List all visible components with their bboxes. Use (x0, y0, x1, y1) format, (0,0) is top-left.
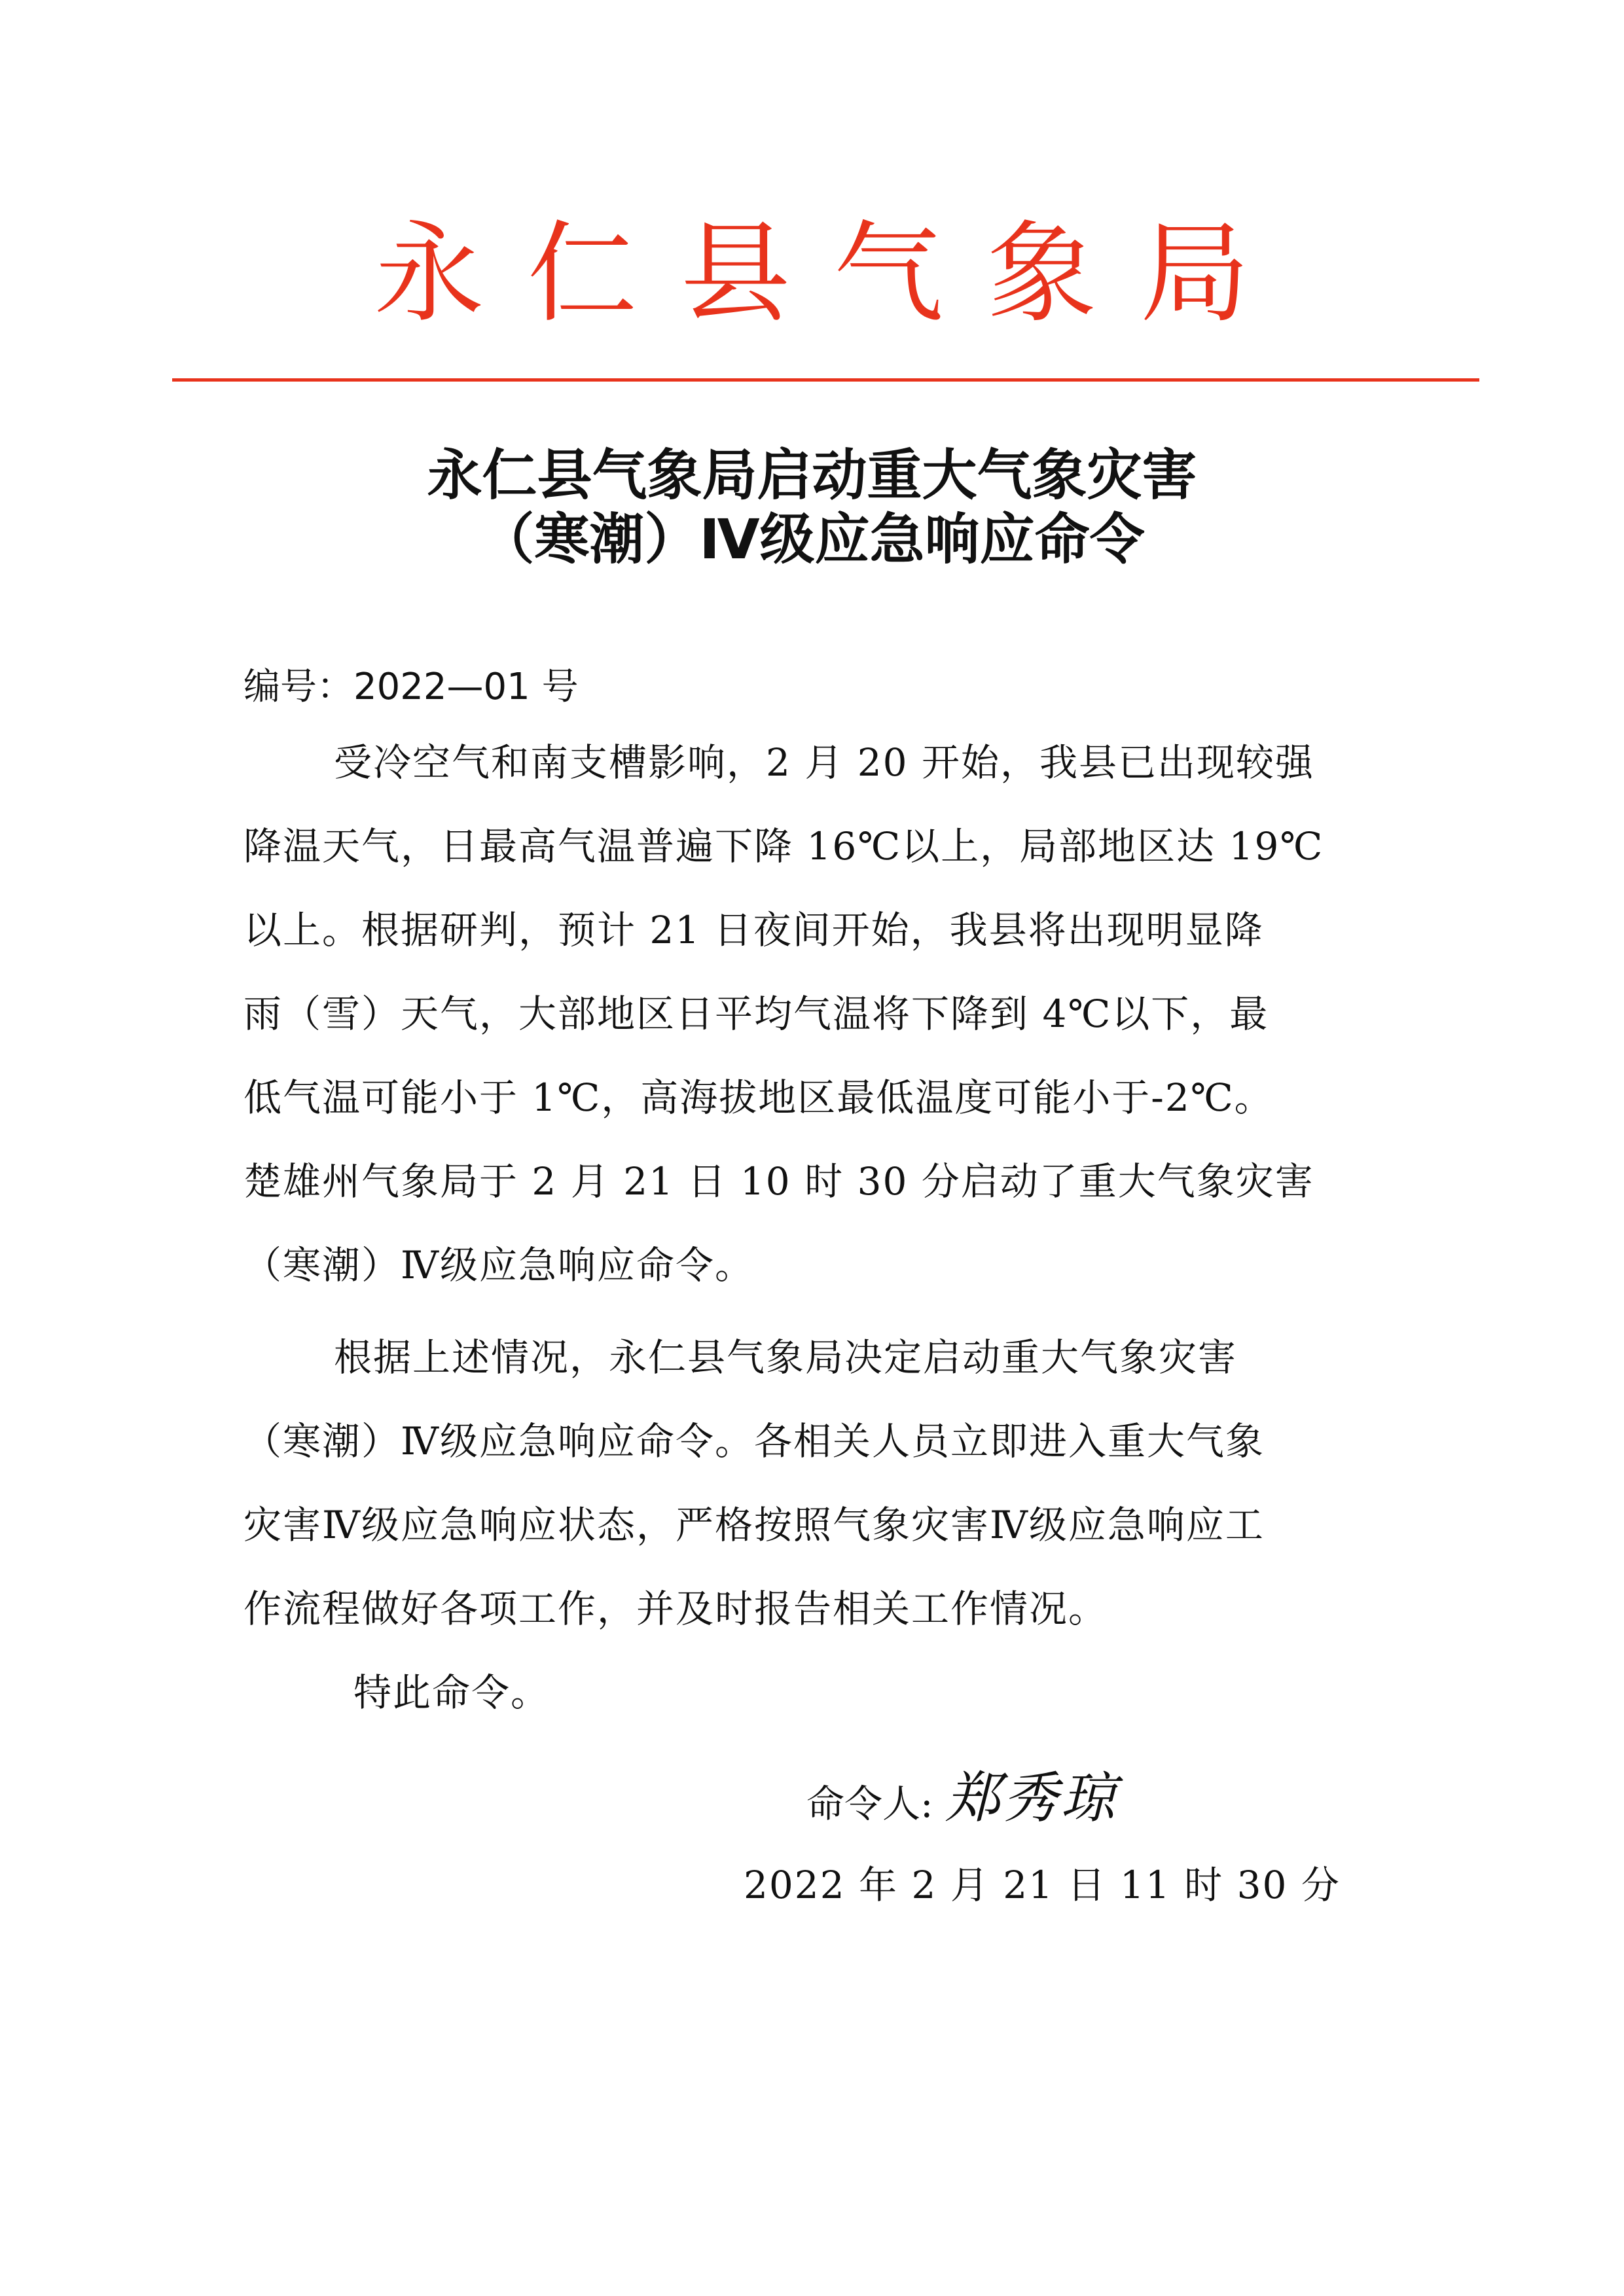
paragraph-2-line: 根据上述情况，永仁县气象局决定启动重大气象灾害 (334, 1335, 1238, 1380)
masthead (0, 208, 1624, 339)
signer-row (806, 1768, 1118, 1833)
paragraph-1-line: 低气温可能小于 1℃，高海拔地区最低温度可能小于-2℃。 (244, 1075, 1274, 1120)
paragraph-2-line: 作流程做好各项工作，并及时报告相关工作情况。 (244, 1587, 1108, 1631)
closing-statement: 特此命令。 (353, 1670, 550, 1715)
signer-label: 命令人: (806, 1782, 933, 1826)
masthead-char: 永 (374, 209, 484, 338)
paragraph-2-line: （寒潮）Ⅳ级应急响应命令。各相关人员立即进入重大气象 (244, 1419, 1265, 1463)
paragraph-1-line: 楚雄州气象局于 2 月 21 日 10 时 30 分启动了重大气象灾害 (244, 1159, 1314, 1204)
issue-date: 2022 年 2 月 21 日 11 时 30 分 (744, 1863, 1341, 1907)
document-title-line-2: （寒潮）Ⅳ级应急响应命令 (479, 507, 1145, 571)
masthead-char: 局 (1140, 209, 1250, 338)
paragraph-1-line: 雨（雪）天气，大部地区日平均气温将下降到 4℃以下，最 (244, 992, 1269, 1036)
paragraph-2-line: 灾害Ⅳ级应急响应状态，严格按照气象灾害Ⅳ级应急响应工 (244, 1503, 1265, 1547)
masthead-char: 仁 (527, 209, 638, 338)
masthead-char: 气 (833, 209, 944, 338)
masthead-char: 象 (986, 209, 1097, 338)
masthead-divider (172, 378, 1479, 382)
paragraph-1-line: 以上。根据研判，预计 21 日夜间开始，我县将出现明显降 (244, 908, 1264, 952)
paragraph-1-line: （寒潮）Ⅳ级应急响应命令。 (244, 1243, 754, 1287)
signer-signature: 郑秀琼 (945, 1766, 1118, 1830)
paragraph-1-line: 受冷空气和南支槽影响，2 月 20 开始，我县已出现较强 (334, 740, 1315, 785)
document-title-line-1: 永仁县气象局启动重大气象灾害 (427, 443, 1197, 507)
paragraph-1-line: 降温天气，日最高气温普遍下降 16℃以上，局部地区达 19℃ (244, 824, 1324, 869)
document-number: 编号：2022—01 号 (244, 666, 579, 708)
masthead-char: 县 (680, 209, 791, 338)
